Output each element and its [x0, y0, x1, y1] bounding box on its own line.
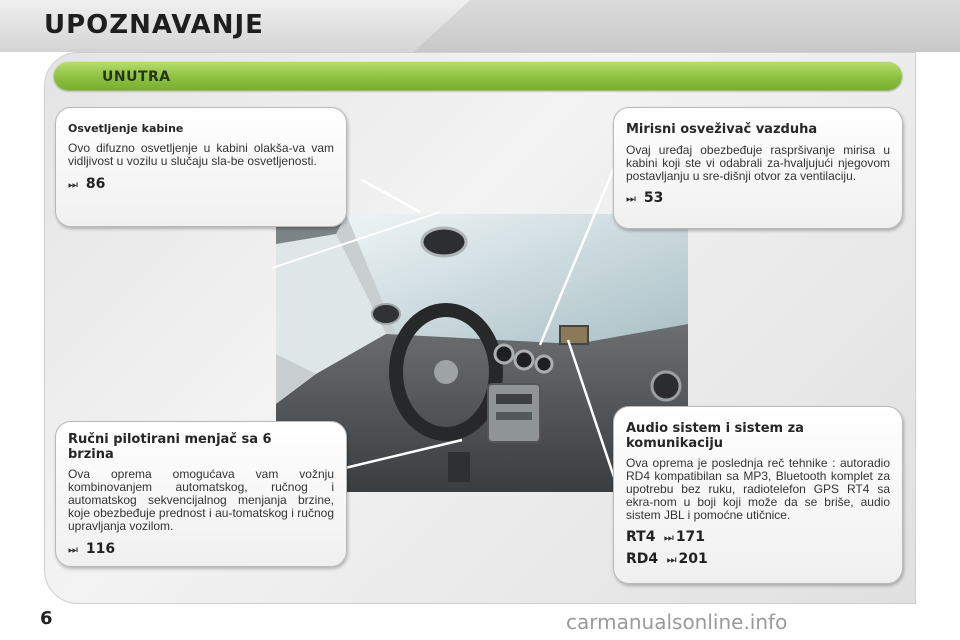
fast-forward-icon: ⏭ [68, 544, 78, 556]
cabin-light-box [55, 107, 347, 227]
watermark: carmanualsonline.info [566, 610, 788, 634]
rt4-label: RT4 [626, 529, 656, 545]
section-label: UNUTRA [102, 69, 171, 85]
cabin-light-title: Osvetljenje kabine [68, 122, 184, 135]
audio-box [613, 406, 903, 584]
cabin-light-ref-row [68, 175, 334, 193]
gearbox-ref-row [68, 540, 334, 558]
page-number: 6 [40, 608, 53, 629]
rt4-ref[interactable]: 171 [675, 529, 706, 545]
gearbox-box [55, 421, 347, 567]
rd4-ref[interactable]: 201 [678, 551, 708, 567]
fragrance-box [613, 107, 903, 229]
fast-forward-icon: ⏭ [666, 554, 677, 566]
fast-forward-icon: ⏭ [68, 179, 78, 191]
fast-forward-icon: ⏭ [663, 532, 674, 544]
fragrance-title: Mirisni osveživač vazduha [626, 122, 818, 137]
cabin-light-text: Ovo difuzno osvetljenje u kabini olakša-va vam vidljivost u vozilu u slučaju sla-be osvetljenosti. [68, 141, 334, 168]
audio-rt4-row [626, 528, 890, 546]
gearbox-text: Ova oprema omogućava vam vožnju kombinovanjem automatskog, ručnog i automatskog sekvencijalnog menjanja brzine, koje obezbeđuje prednost i au-tomatskog i ručnog upravljanja vozilom. [68, 467, 334, 533]
audio-text: Ova oprema je poslednja reč tehnike : autoradio RD4 kompatibilan sa MP3, Bluetooth komplet za upotrebu bez ruku, radiotelefon GPS RT4 sa ekra-nom u boji koji može da se briše, audio sistem JBL i pomoćne utičnice. [626, 456, 890, 522]
gearbox-title: Ručni pilotirani menjač sa 6 brzina [68, 432, 272, 462]
rd4-label: RD4 [626, 551, 659, 567]
audio-rd4-row [626, 550, 890, 568]
audio-title: Audio sistem i sistem za komunikaciju [626, 421, 804, 451]
page-title: UPOZNAVANJE [44, 10, 264, 40]
gearbox-ref[interactable]: 116 [85, 541, 116, 557]
fast-forward-icon: ⏭ [626, 193, 636, 205]
fragrance-ref-row [626, 189, 890, 207]
fragrance-text: Ovaj uređaj obezbeđuje raspršivanje mirisa u kabini koji ste vi odabrali za-hvaljujući njegovom postavljanju u sre-dišnji otvor za ventilaciju. [626, 143, 890, 183]
cabin-light-ref[interactable]: 86 [85, 176, 106, 192]
fragrance-ref[interactable]: 53 [643, 190, 664, 206]
